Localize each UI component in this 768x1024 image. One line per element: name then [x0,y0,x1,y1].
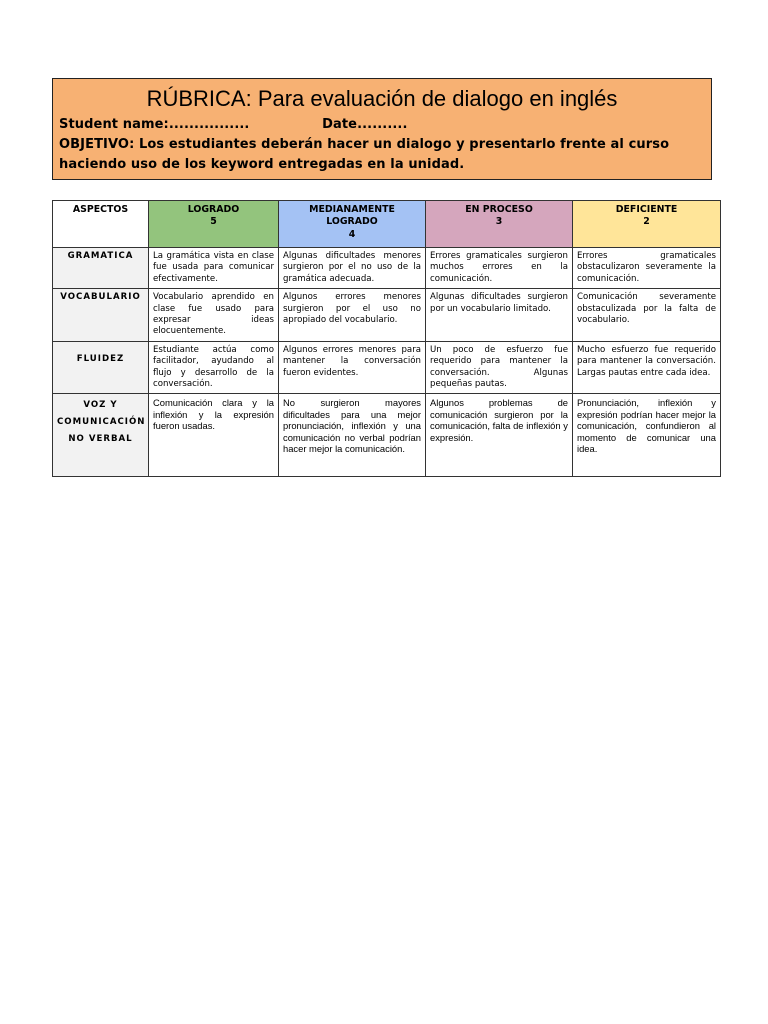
column-header-label: EN PROCESO [465,204,533,215]
rubric-title: RÚBRICA: Para evaluación de dialogo en inglés [146,86,618,111]
column-header-score: 5 [210,216,217,228]
cell-vocabulario-logrado: Vocabulario aprendido en clase fue usado para expresar ideas elocuentemente. [149,289,279,342]
objective-text: Los estudiantes deberán hacer un dialogo y presentarlo frente al curso haciendo uso de los keyword entregadas en la unidad. [59,137,670,172]
cell-gramatica-deficiente: Errores gramaticales obstaculizaron severamente la comunicación. [573,248,721,289]
cell-fluidez-medianamente: Algunos errores menores para mantener la conversación fueron evidentes. [279,341,426,394]
cell-voz-logrado: Comunicación clara y la inflexión y la expresión fueron usadas. [149,394,279,477]
aspect-vocabulario: VOCABULARIO [53,289,149,342]
student-date-line [59,115,705,135]
rubric-table [52,200,721,477]
cell-vocabulario-medianamente: Algunos errores menores surgieron por el uso no apropiado del vocabulario. [279,289,426,342]
column-header-label: ASPECTOS [72,204,129,215]
rubric-header-row [53,201,721,248]
table-row [53,248,721,289]
table-row [53,341,721,394]
column-header-label: LOGRADO [187,204,240,215]
table-row [53,394,721,477]
cell-gramatica-en-proceso: Errores gramaticales surgieron muchos errores en la comunicación. [426,248,573,289]
column-header-en-proceso [426,201,573,248]
column-header-score: 4 [348,228,356,240]
date-field: Date.......... [322,117,408,132]
cell-vocabulario-deficiente: Comunicación severamente obstaculizada por la falta de vocabulario. [573,289,721,342]
column-header-score: 2 [643,216,650,228]
column-header-label: DEFICIENTE [615,204,678,215]
column-header-medianamente-logrado [279,201,426,248]
cell-fluidez-en-proceso: Un poco de esfuerzo fue requerido para mantener la conversación. Algunas pequeñas pautas. [426,341,573,394]
aspect-fluidez: FLUIDEZ [53,341,149,394]
objective-label: OBJETIVO: [59,137,135,152]
cell-gramatica-logrado: La gramática vista en clase fue usada para comunicar efectivamente. [149,248,279,289]
cell-voz-deficiente: Pronunciación, inflexión y expresión podrían hacer mejor la comunicación, confundieron al momento de comunicar una idea. [573,394,721,477]
column-header-score: 3 [495,216,503,228]
rubric-header [52,78,712,180]
cell-voz-medianamente: No surgieron mayores dificultades para una mejor pronunciación, inflexión y una comunicación no verbal podrían hacer mejor la comunicación. [279,394,426,477]
cell-gramatica-medianamente: Algunas dificultades menores surgieron por el no uso de la gramática adecuada. [279,248,426,289]
cell-fluidez-deficiente: Mucho esfuerzo fue requerido para mantener la conversación. Largas pautas entre cada idea. [573,341,721,394]
cell-voz-en-proceso: Algunos problemas de comunicación surgieron por la comunicación, falta de inflexión y expresión. [426,394,573,477]
aspect-gramatica: GRAMATICA [53,248,149,289]
column-header-deficiente [573,201,721,248]
table-row [53,289,721,342]
aspect-voz-comunicacion: VOZ Y COMUNICACIÓN NO VERBAL [53,394,149,477]
column-header-label: MEDIANAMENTE LOGRADO [309,204,395,228]
student-name-field: Student name:................ [59,117,250,132]
cell-vocabulario-en-proceso: Algunas dificultades surgieron por un vocabulario limitado. [426,289,573,342]
column-header-aspectos [53,201,149,248]
objective-paragraph [59,135,705,175]
column-header-logrado [149,201,279,248]
cell-fluidez-logrado: Estudiante actúa como facilitador, ayudando al flujo y desarrollo de la conversación. [149,341,279,394]
